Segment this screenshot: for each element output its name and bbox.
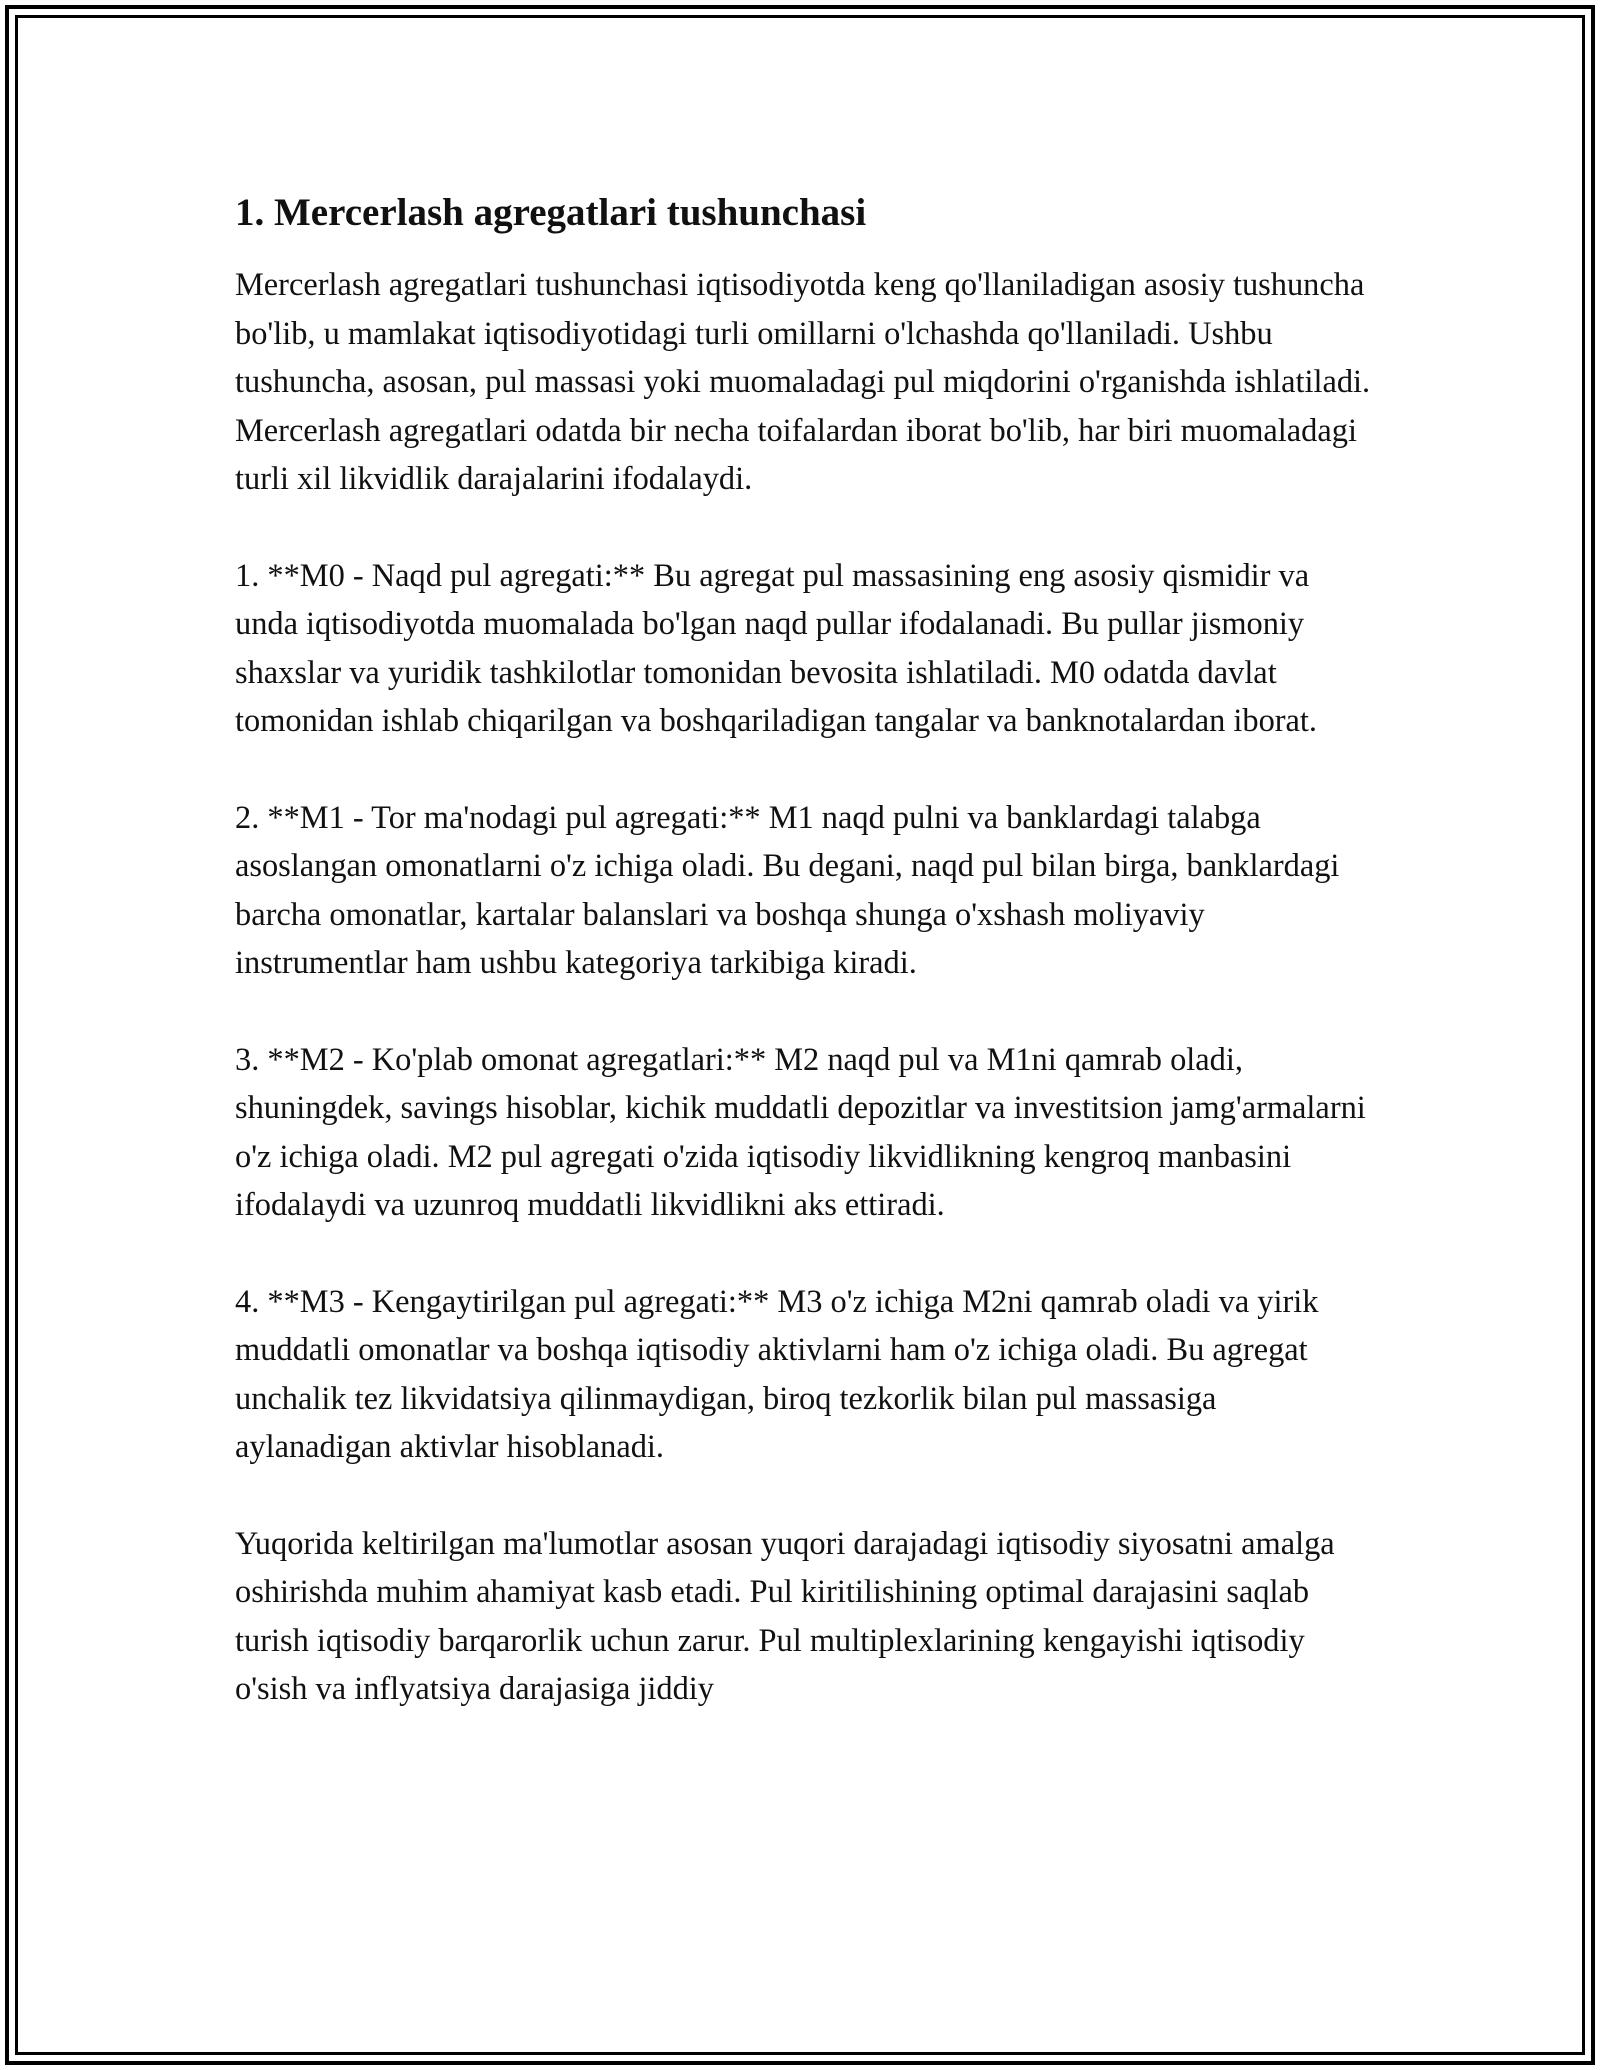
document-body — [235, 185, 1375, 1762]
m1-paragraph: 2. **M1 - Tor ma'nodagi pul agregati:** M1 naqd pulni va banklardagi talabga asoslangan omonatlarni o'z ichiga oladi. Bu degani, naqd pul bilan birga, banklardagi barcha omonatlar, kartalar balanslari va boshqa shunga o'xshash moliyaviy instrumentlar ham ushbu kategoriya tarkibiga kiradi. — [235, 799, 1340, 981]
conclusion-paragraph: Yuqorida keltirilgan ma'lumotlar asosan yuqori darajadagi iqtisodiy siyosatni amalga oshirishda muhim ahamiyat kasb etadi. Pul kiritilishining optimal darajasini saqlab turish iqtisodiy barqarorlik uchun zarur. Pul multiplexlarining kengayishi iqtisodiy o'sish va inflyatsiya darajasiga jiddiy — [235, 1525, 1335, 1707]
m3-paragraph: 4. **M3 - Kengaytirilgan pul agregati:** M3 o'z ichiga M2ni qamrab oladi va yirik muddatli omonatlar va boshqa iqtisodiy aktivlarni ham o'z ichiga oladi. Bu agregat unchalik tez likvidatsiya qilinmaydigan, biroq tezkorlik bilan pul massasiga aylanadigan aktivlar hisoblanadi. — [235, 1283, 1319, 1465]
intro-paragraph: Mercerlash agregatlari tushunchasi iqtisodiyotda keng qo'llaniladigan asosiy tushuncha bo'lib, u mamlakat iqtisodiyotidagi turli omillarni o'lchashda qo'llaniladi. Ushbu tushuncha, asosan, pul massasi yoki muomaladagi pul miqdorini o'rganishda ishlatiladi. Mercerlash agregatlari odatda bir necha toifalardan iborat bo'lib, har biri muomaladagi turli xil likvidlik darajalarini ifodalaydi. — [235, 267, 1371, 497]
m0-paragraph: 1. **M0 - Naqd pul agregati:** Bu agregat pul massasining eng asosiy qismidir va unda iqtisodiyotda muomalada bo'lgan naqd pullar ifodalanadi. Bu pullar jismoniy shaxslar va yuridik tashkilotlar tomonidan bevosita ishlatiladi. M0 odatda davlat tomonidan ishlab chiqarilgan va boshqariladigan tangalar va banknotalardan iborat. — [235, 557, 1318, 739]
section-heading: 1. Mercerlash agregatlari tushunchasi — [235, 191, 867, 234]
m2-paragraph: 3. **M2 - Ko'plab omonat agregatlari:** M2 naqd pul va M1ni qamrab oladi, shuningdek, savings hisoblar, kichik muddatli depozitlar va investitsion jamg'armalarni o'z ichiga oladi. M2 pul agregati o'zida iqtisodiy likvidlikning kengroq manbasini ifodalaydi va uzunroq muddatli likvidlikni aks ettiradi. — [235, 1041, 1366, 1223]
